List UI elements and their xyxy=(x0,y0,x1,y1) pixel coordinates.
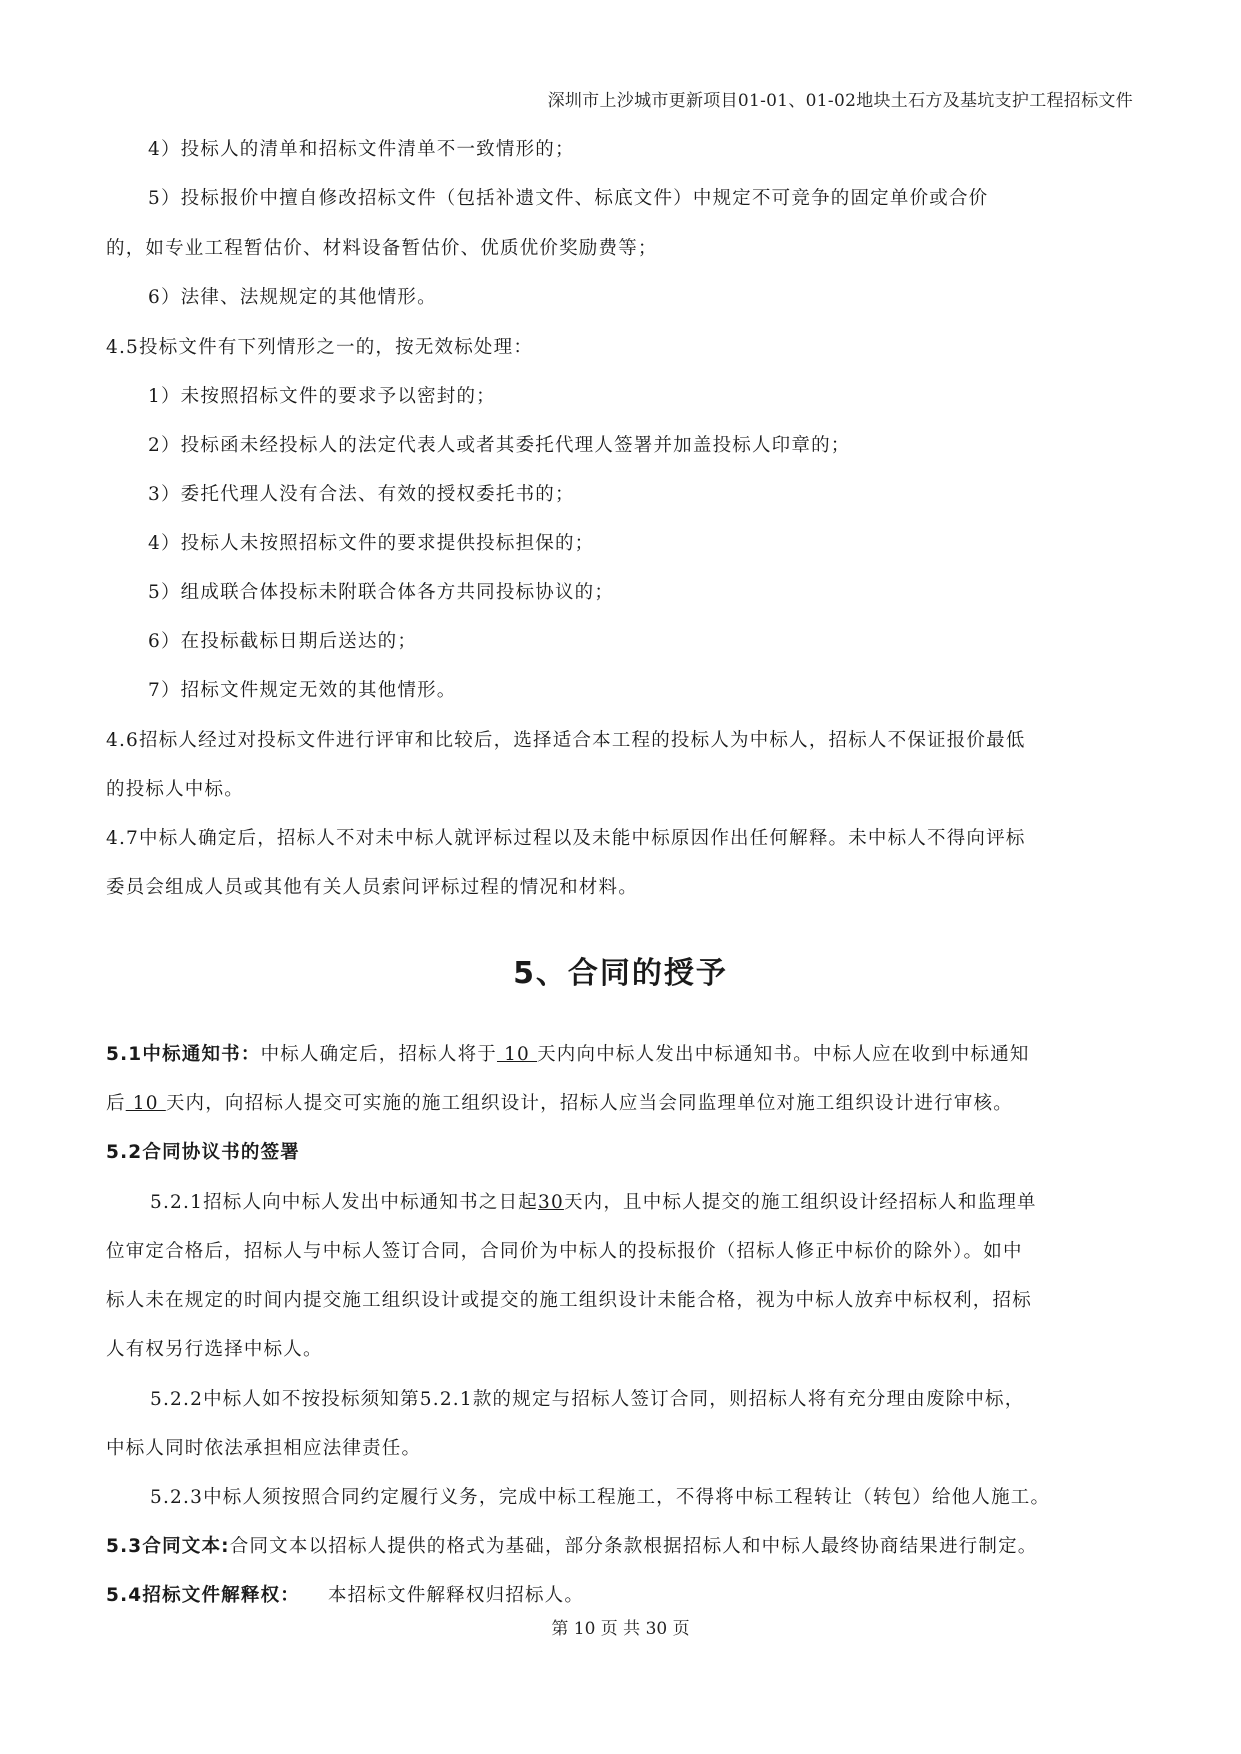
clause-4-7-line-2: 委员会组成人员或其他有关人员索问评标过程的情况和材料。 xyxy=(106,877,638,898)
clause-5-1-days-value-2: 10 xyxy=(125,1093,166,1114)
clause-5-2-1-text-a1: 5.2.1招标人向中标人发出中标通知书之日起 xyxy=(150,1192,538,1213)
clause-4-7-line-1: 4.7中标人确定后，招标人不对未中标人就评标过程以及未能中标原因作出任何解释。未中标人不得向评标 xyxy=(106,828,1026,849)
clause-4-5-title: 4.5投标文件有下列情形之一的，按无效标处理： xyxy=(106,337,534,358)
clause-5-1-text-b1: 后 xyxy=(106,1093,126,1114)
clause-5-1-text-b2: 天内，向招标人提交可实施的施工组织设计，招标人应当会同监理单位对施工组织设计进行审核。 xyxy=(165,1093,1013,1114)
clause-5-2-2-line-1: 5.2.2中标人如不按投标须知第5.2.1款的规定与招标人签订合同，则招标人将有充分理由废除中标， xyxy=(150,1389,1025,1410)
clause-5-1-text-a2: 天内向中标人发出中标通知书。中标人应在收到中标通知 xyxy=(537,1044,1030,1065)
paragraph-4-4-item-5-cont: 的，如专业工程暂估价、材料设备暂估价、优质优价奖励费等； xyxy=(106,238,658,259)
paragraph-4-4-item-4: 4）投标人的清单和招标文件清单不一致情形的； xyxy=(148,139,575,160)
clause-5-2-2-line-2: 中标人同时依法承担相应法律责任。 xyxy=(106,1438,422,1459)
paragraph-4-4-item-5: 5）投标报价中擅自修改招标文件（包括补遗文件、标底文件）中规定不可竞争的固定单价或合价 xyxy=(148,188,989,209)
clause-5-2-title: 5.2合同协议书的签署 xyxy=(106,1142,300,1163)
clause-4-5-item-1: 1）未按照招标文件的要求予以密封的； xyxy=(148,386,496,407)
clause-4-5-item-2: 2）投标函未经投标人的法定代表人或者其委托代理人签署并加盖投标人印章的； xyxy=(148,435,851,456)
clause-5-2-1-line-1 xyxy=(150,1194,1037,1213)
clause-5-1-days-value-1: 10 xyxy=(496,1044,538,1065)
clause-5-2-1-days-value: 30 xyxy=(537,1192,564,1213)
clause-5-3-text: 合同文本以招标人提供的格式为基础，部分条款根据招标人和中标人最终协商结果进行制定。 xyxy=(229,1536,1038,1557)
clause-4-5-item-7: 7）招标文件规定无效的其他情形。 xyxy=(148,680,457,701)
clause-4-5-item-6: 6）在投标截标日期后送达的； xyxy=(148,631,418,652)
section-5-heading: 5、合同的授予 xyxy=(513,956,728,991)
clause-4-6-line-1: 4.6招标人经过对投标文件进行评审和比较后，选择适合本工程的投标人为中标人，招标人不保证报价最低 xyxy=(106,730,1026,751)
clause-5-2-1-text-a2: 天内，且中标人提交的施工组织设计经招标人和监理单 xyxy=(563,1192,1037,1213)
clause-5-2-1-line-2: 位审定合格后，招标人与中标人签订合同，合同价为中标人的投标报价（招标人修正中标价的除外）。如中 xyxy=(106,1241,1023,1262)
paragraph-4-4-item-6: 6）法律、法规规定的其他情形。 xyxy=(148,287,437,308)
clause-5-4-label: 5.4招标文件解释权： xyxy=(106,1585,300,1606)
clause-4-5-item-4: 4）投标人未按照招标文件的要求提供投标担保的； xyxy=(148,533,595,554)
clause-4-5-item-5: 5）组成联合体投标未附联合体各方共同投标协议的； xyxy=(148,582,615,603)
clause-5-1-text-a1: 中标人确定后，招标人将于 xyxy=(260,1044,497,1065)
clause-5-1-line-2 xyxy=(106,1095,1013,1114)
clause-4-5-item-3: 3）委托代理人没有合法、有效的授权委托书的； xyxy=(148,484,575,505)
clause-5-1-label: 5.1中标通知书： xyxy=(106,1044,261,1065)
clause-5-3-label: 5.3合同文本: xyxy=(106,1536,230,1557)
page-footer: 第 10 页 共 30 页 xyxy=(551,1619,690,1639)
clause-5-1-line-1 xyxy=(106,1046,1030,1065)
clause-5-2-1-line-3: 标人未在规定的时间内提交施工组织设计或提交的施工组织设计未能合格，视为中标人放弃中标权利，招标 xyxy=(106,1290,1032,1311)
clause-5-4-text: 本招标文件解释权归招标人。 xyxy=(327,1585,585,1606)
clause-5-3 xyxy=(106,1538,1038,1557)
page-header: 深圳市上沙城市更新项目01-01、01-02地块土石方及基坑支护工程招标文件 xyxy=(547,91,1133,111)
clause-4-6-line-2: 的投标人中标。 xyxy=(106,779,244,800)
clause-5-2-1-line-4: 人有权另行选择中标人。 xyxy=(106,1339,323,1360)
clause-5-2-3: 5.2.3中标人须按照合同约定履行义务，完成中标工程施工，不得将中标工程转让（转包）给他人施工。 xyxy=(150,1487,1051,1508)
clause-5-4 xyxy=(106,1587,584,1606)
